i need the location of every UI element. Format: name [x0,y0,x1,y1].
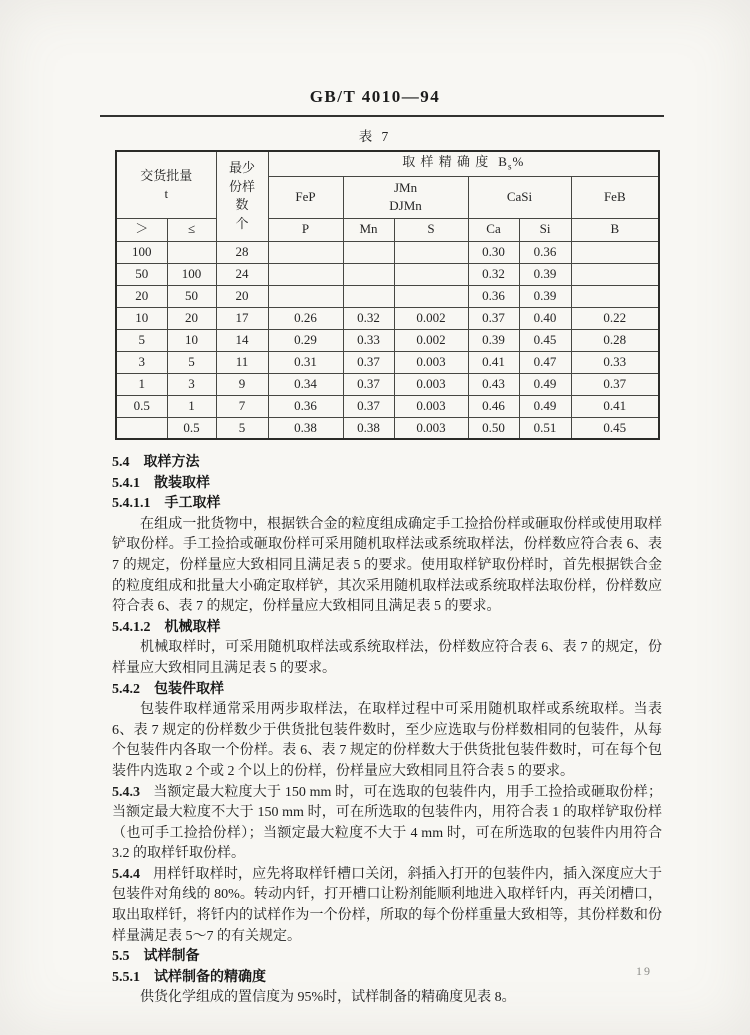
paragraph-5-4-2: 包装件取样通常采用两步取样法，在取样过程中可采用随机取样或系统取样。当表 6、表 7 规定的份样数少于供货批包装件数时，至少应选取与份样数相同的包装件，从每个包装件内各取一个份样。表 6、表 7 规定的份样数大于供货批包装件数时，可在每个包装件内选取 2 个或 2 个以上的份样，份样量应大致相同且符合表 5 的要求。 [112,702,662,779]
table-cell: 0.45 [519,329,571,351]
standard-number: GB/T 4010—94 [309,87,441,106]
table-cell: 0.29 [268,329,343,351]
table-cell: 5 [216,417,268,439]
precision-percent: % [512,154,525,170]
table-cell: 0.37 [468,307,519,329]
min-samples-line: 数 [235,197,249,213]
table-cell: 50 [167,285,216,307]
precision-subscript: s [507,161,513,172]
table-row [116,329,659,351]
table-cell: 0.41 [571,395,659,417]
col-group-fep: FeP [268,176,343,218]
table-cell: 0.49 [519,373,571,395]
table-cell: 20 [116,285,167,307]
section-heading-5-5: 5.5 试样制备 [112,949,200,965]
table-row [116,241,659,263]
paragraph-5-4-3 [112,783,662,865]
table-cell: 0.003 [394,395,468,417]
table-cell [268,285,343,307]
table-cell [167,241,216,263]
table-cell: 100 [116,241,167,263]
table-cell: 24 [216,263,268,285]
table-cell: 0.39 [519,263,571,285]
table-cell: 0.37 [343,373,394,395]
section-heading-5-4: 5.4 取样方法 [112,455,200,470]
table-row [116,373,659,395]
table-cell: 0.43 [468,373,519,395]
table-cell: 0.38 [268,417,343,439]
table-cell: 0.37 [571,373,659,395]
table-cell: 0.36 [519,241,571,263]
table-cell: 0.41 [468,351,519,373]
table-cell: 9 [216,373,268,395]
table-cell: 1 [167,395,216,417]
table-cell: 0.28 [571,329,659,351]
clause-number-5-4-4: 5.4.4 [112,866,140,882]
col-header-gt: ＞ [116,218,167,241]
section-heading-5-4-1-2: 5.4.1.2 机械取样 [112,619,221,635]
table-cell: 11 [216,351,268,373]
precision-symbol: B [498,154,508,170]
table-cell: 0.45 [571,417,659,439]
table-cell [343,285,394,307]
col-header-min-sample-count [216,151,268,241]
header-row-3 [116,218,659,241]
table-cell: 0.36 [468,285,519,307]
table-cell: 0.39 [468,329,519,351]
min-samples-line: 个 [235,215,249,231]
col-group-casi: CaSi [468,176,571,218]
table-cell: 0.002 [394,307,468,329]
table-cell [394,285,468,307]
section-heading-5-4-2: 5.4.2 包装件取样 [112,681,224,697]
table-cell [394,263,468,285]
col-header-si: Si [519,218,571,241]
section-heading-5-4-1: 5.4.1 散装取样 [112,475,210,491]
table-cell: 0.30 [468,241,519,263]
table-cell: 5 [116,329,167,351]
table-cell: 3 [116,351,167,373]
paragraph-5-5-1: 供货化学组成的置信度为 95%时，试样制备的精确度见表 8。 [140,990,516,1006]
col-header-ca: Ca [468,218,519,241]
table-cell: 0.38 [343,417,394,439]
table-cell: 0.32 [343,307,394,329]
table-cell: 0.50 [468,417,519,439]
table-cell: 0.37 [343,351,394,373]
table-cell: 20 [216,285,268,307]
section-heading-5-4-1-1: 5.4.1.1 手工取样 [112,496,221,512]
table-caption: 表 7 [358,129,392,144]
table-cell: 0.003 [394,373,468,395]
table-row [116,395,659,417]
col-header-mn: Mn [343,218,394,241]
table-cell: 0.51 [519,417,571,439]
col-header-s: S [394,218,468,241]
col-header-p: P [268,218,343,241]
col-group-feb: FeB [571,176,659,218]
table-cell [571,285,659,307]
table-cell: 20 [167,307,216,329]
table-row [116,263,659,285]
table-row [116,285,659,307]
table-cell [268,263,343,285]
table-row [116,307,659,329]
table-cell [116,417,167,439]
table-cell: 0.5 [167,417,216,439]
table-cell: 0.37 [343,395,394,417]
batch-label: 交货批量 [140,168,193,184]
table-cell: 0.26 [268,307,343,329]
col-header-delivery-batch [116,151,216,218]
table-cell: 0.002 [394,329,468,351]
table-cell [343,241,394,263]
section-heading-5-5-1: 5.5.1 试样制备的精确度 [112,969,266,985]
table-cell: 0.34 [268,373,343,395]
table-cell: 5 [167,351,216,373]
table-cell: 17 [216,307,268,329]
table7-body [116,241,659,439]
table-cell [571,241,659,263]
table-cell [268,241,343,263]
table-row [116,351,659,373]
min-samples-line: 份样 [229,178,256,194]
table-cell: 0.003 [394,351,468,373]
table-cell: 7 [216,395,268,417]
table-cell: 0.003 [394,417,468,439]
table-cell: 14 [216,329,268,351]
table-cell: 0.47 [519,351,571,373]
col-header-b: B [571,218,659,241]
table-cell: 10 [167,329,216,351]
clause-number-5-4-3: 5.4.3 [112,784,140,800]
table-row [116,417,659,439]
table-cell: 0.5 [116,395,167,417]
table-cell: 0.46 [468,395,519,417]
table-cell [394,241,468,263]
header-rule [100,115,664,117]
table-cell: 1 [116,373,167,395]
clause-text-5-4-3: 当额定最大粒度大于 150 mm 时，可在选取的包装件内，用手工捡拾或砸取份样；当额定最大粒度不大于 150 mm 时，可在所选取的包装件内，用符合表 1 的取样铲取份样（也可手工捡拾份样）；当额定最大粒度不大于 4 mm 时，可在所选取的包装件内用符合 3.2 的取样钎取份样。 [112,784,662,862]
paragraph-5-4-4 [112,865,662,947]
table-cell: 3 [167,373,216,395]
col-header-le: ≤ [167,218,216,241]
table-cell [571,263,659,285]
table-cell: 0.22 [571,307,659,329]
table-cell: 100 [167,263,216,285]
batch-unit: t [164,185,169,201]
col-header-sampling-precision [268,151,659,176]
table-cell: 0.49 [519,395,571,417]
jmn-label: JMn [393,180,418,196]
precision-label: 取 样 精 确 度 [402,154,490,170]
table-cell: 50 [116,263,167,285]
table-cell: 0.33 [571,351,659,373]
table-cell: 0.33 [343,329,394,351]
table-cell: 0.36 [268,395,343,417]
body-text [112,453,662,1009]
table-cell [343,263,394,285]
table-cell: 0.32 [468,263,519,285]
header-row-1 [116,151,659,176]
table-cell: 0.39 [519,285,571,307]
min-samples-line: 最少 [229,160,256,176]
paragraph-5-4-1-2: 机械取样时，可采用随机取样法或系统取样法，份样数应符合表 6、表 7 的规定，份样量应大致相同且满足表 5 的要求。 [112,640,662,676]
table-cell: 0.40 [519,307,571,329]
col-group-jmn-djmn [343,176,468,218]
paragraph-5-4-1-1: 在组成一批货物中，根据铁合金的粒度组成确定手工捡拾份样或砸取份样或使用取样铲取份样。手工捡拾或砸取份样可采用随机取样法或系统取样法，份样数应符合表 6、表 7 的规定，份样量应大致相同且满足表 5 的要求。使用取样铲取份样时，首先根据铁合金的粒度组成和批量大小确定取样铲，其次采用随机取样法或系统取样法取份样，份样数应符合表 6、表 7 的规定，份样量应大致相同且满足表 5 的要求。 [112,516,662,615]
djmn-label: DJMn [389,198,422,213]
table-7 [115,150,660,440]
clause-text-5-4-4: 用样钎取样时，应先将取样钎槽口关闭，斜插入打开的包装件内，插入深度应大于包装件对角线的 80%。转动内钎，打开槽口让粉剂能顺利地进入取样钎内，再关闭槽口，取出取样钎，将钎内的试样作为一个份样，所取的每个份样重量大致相等，其份样数和份样量满足表 5～7 的有关规定。 [112,866,662,944]
table-cell: 10 [116,307,167,329]
page-number: 19 [636,964,652,978]
table-cell: 28 [216,241,268,263]
table-cell: 0.31 [268,351,343,373]
